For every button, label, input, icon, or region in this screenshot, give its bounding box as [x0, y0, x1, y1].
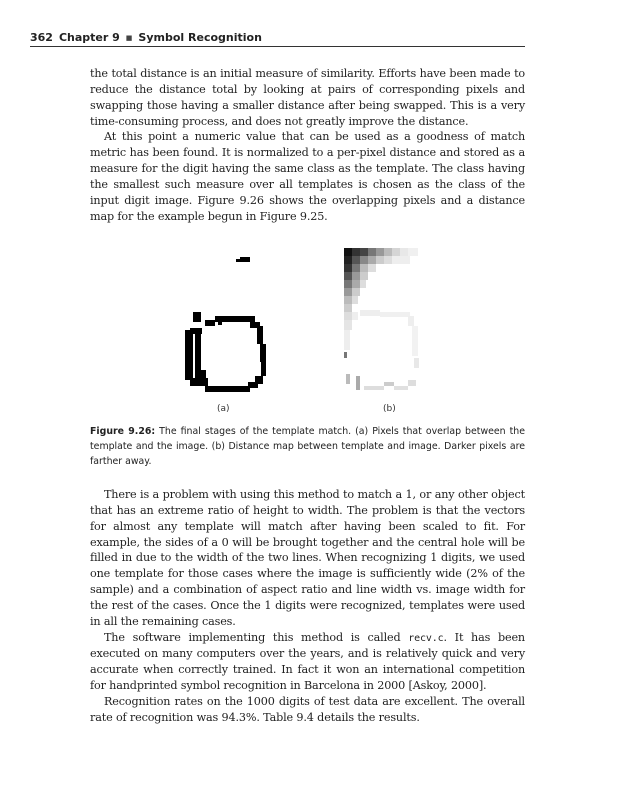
figure-label-b: (b) [383, 404, 396, 414]
paragraph: Recognition rates on the 1000 digits of test data are excellent. The overall rate of recognition was 94.3%. Table 9.4 details the results. [90, 694, 525, 724]
overlap-pixels-image [160, 240, 290, 400]
caption-text: The final stages of the template match. (a) Pixels that overlap between the template and the image. (b) Distance map between template and image. Darker pixels are farther away. [90, 426, 525, 467]
paragraph: the total distance is an initial measure of similarity. Efforts have been made to reduce the distance total by looking at pairs of corresponding pixels and swapping those having a smaller distance after being swapped. This is a very time-consuming process, and does not greatly improve the distance. [90, 67, 525, 128]
page-number: 362 [30, 31, 53, 44]
body-text-top [90, 66, 525, 224]
body-text-bottom [90, 487, 525, 726]
chapter-label: Chapter 9 [58, 31, 120, 44]
header-rule [30, 46, 525, 47]
distance-map-image [320, 240, 450, 400]
figure-caption [90, 424, 525, 469]
code-filename: recv.c [408, 632, 444, 644]
figure-label-a: (a) [217, 404, 230, 414]
paragraph-text: . It has been executed on many computers over the years, and is relatively quick and very accurate when correctly trained. In fact it won an international competition for handprinted symbol recognition in Barcelona in 2000 [Askoy, 2000]. [90, 630, 525, 693]
square-bullet-icon: ■ [125, 33, 133, 42]
paragraph: There is a problem with using this method to match a 1, or any other object that has an extreme ratio of height to width. The problem is that the vectors for almost any template will match after having been scaled to fit. For example, the sides of a 0 will be brought together and the central hole will be filled in due to the width of the two lines. When recognizing 1 digits, we used one template for those cases where the image is sufficiently wide (2% of the sample) and a combination of aspect ratio and line width vs. image width for the rest of the cases. Once the 1 digits were recognized, templates were used in all the remaining cases. [90, 488, 525, 628]
paragraph-text: The software implementing this method is called [104, 630, 409, 644]
running-header [30, 31, 525, 44]
figure-9-26 [160, 240, 460, 412]
paragraph: At this point a numeric value that can be used as a goodness of match metric has been found. It is normalized to a per-pixel distance and stored as a measure for the digit having the same class as the template. The class having the smallest such measure over all templates is chosen as the class of the input digit image. Figure 9.26 shows the overlapping pixels and a distance map for the example begun in Figure 9.25. [90, 130, 525, 223]
chapter-title: Symbol Recognition [138, 31, 262, 44]
caption-label: Figure 9.26: [90, 426, 156, 437]
paragraph [90, 630, 525, 694]
